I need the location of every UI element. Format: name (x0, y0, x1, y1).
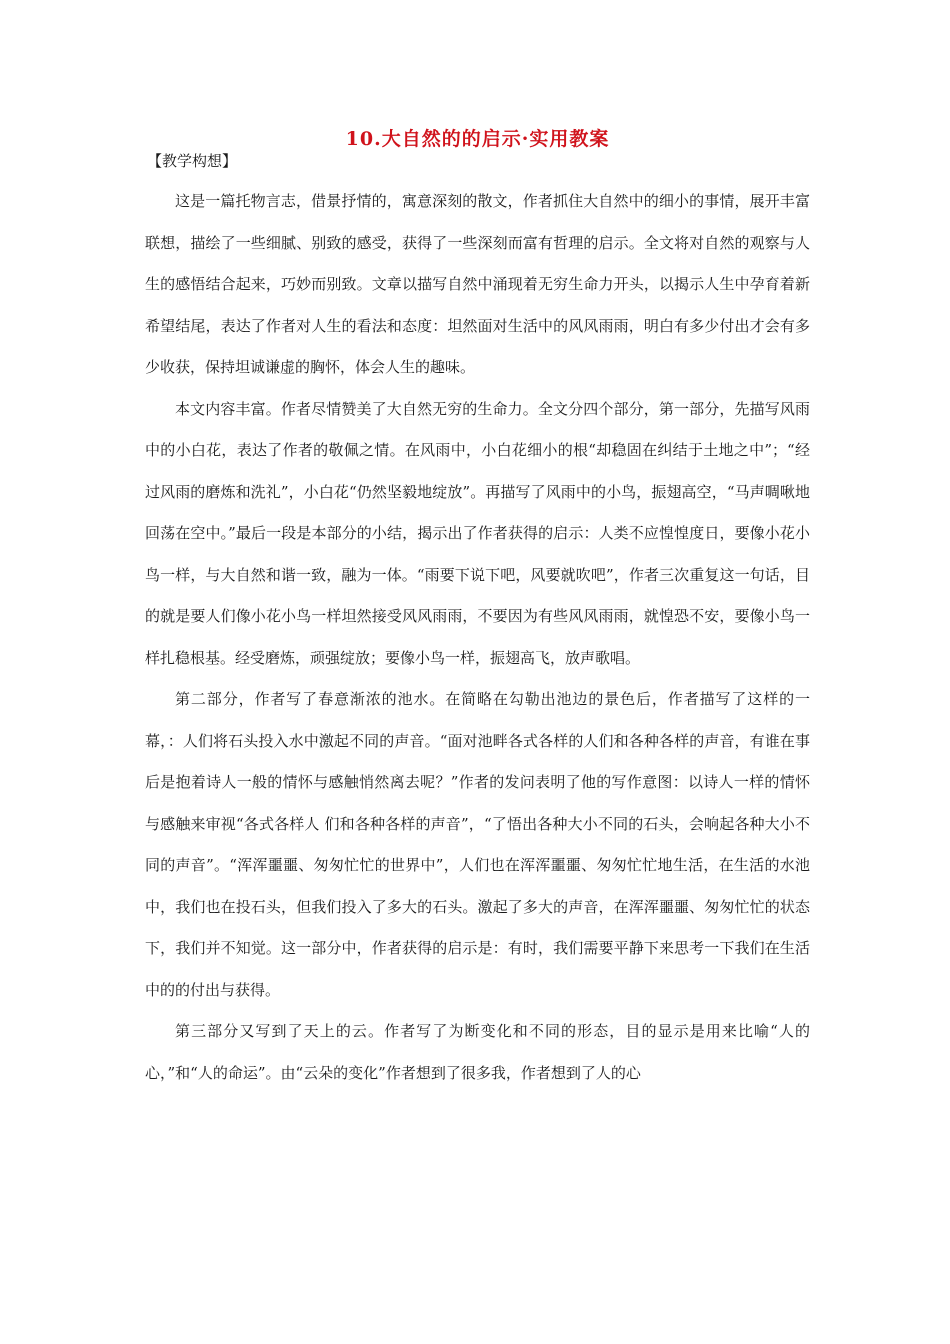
paragraph-2: 本文内容丰富。作者尽情赞美了大自然无穷的生命力。全文分四个部分，第一部分，先描写风雨中的小白花，表达了作者的敬佩之情。在风雨中，小白花细小的根“却稳固在纠结于土地之中”；“经过风雨的磨炼和洗礼”，小白花“仍然坚毅地绽放”。再描写了风雨中的小鸟，振翅高空，“马声啁啾地回荡在空中。”最后一段是本部分的小结，揭示出了作者获得的启示：人类不应惶惶度日，要像小花小鸟一样，与大自然和谐一致，融为一体。“雨要下说下吧，风要就吹吧”，作者三次重复这一句话，目的就是要人们像小花小鸟一样坦然接受风风雨雨，不要因为有些风风雨雨，就惶恐不安，要像小鸟一样扎稳根基。经受磨炼，顽强绽放；要像小鸟一样，振翅高飞，放声歌唱。 (145, 399, 810, 667)
section-label: 【教学构想】 (147, 152, 238, 170)
document-body (145, 181, 810, 1094)
paragraph-4: 第三部分又写到了天上的云。作者写了为断变化和不同的形态，目的显示是用来比喻“人的心，”和“人的命运”。由“云朵的变化”作者想到了很多我，作者想到了人的心 (145, 1022, 810, 1082)
paragraph-1: 这是一篇托物言志，借景抒情的，寓意深刻的散文，作者抓住大自然中的细小的事情，展开丰富联想，描绘了一些细腻、别致的感受，获得了一些深刻而富有哲理的启示。全文将对自然的观察与人生的感悟结合起来，巧妙而别致。文章以描写自然中涌现着无穷生命力开头，以揭示人生中孕育着新希望结尾，表达了作者对人生的看法和态度：坦然面对生活中的风风雨雨，明白有多少付出才会有多少收获，保持坦诚谦虚的胸怀，体会人生的趣味。 (145, 192, 810, 376)
paragraph-3: 第二部分，作者写了春意渐浓的池水。在简略在勾勒出池边的景色后，作者描写了这样的一幕，：人们将石头投入水中激起不同的声音。“面对池畔各式各样的人们和各种各样的声音，有谁在事后是抱着诗人一般的情怀与感触悄然离去呢？”作者的发问表明了他的写作意图：以诗人一样的情怀与感触来审视“各式各样人 们和各种各样的声音”，“了悟出各种大小不同的石头，会响起各种大小不同的声音”。“浑浑噩噩、匆匆忙忙的世界中”，人们也在浑浑噩噩、匆匆忙忙地生活，在生活的水池中，我们也在投石头，但我们投入了多大的石头。激起了多大的声音，在浑浑噩噩、匆匆忙忙的状态下，我们并不知觉。这一部分中，作者获得的启示是：有时，我们需要平静下来思考一下我们在生活中的的付出与获得。 (145, 690, 810, 999)
document-title: 10.大自然的的启示·实用教案 (345, 128, 610, 150)
